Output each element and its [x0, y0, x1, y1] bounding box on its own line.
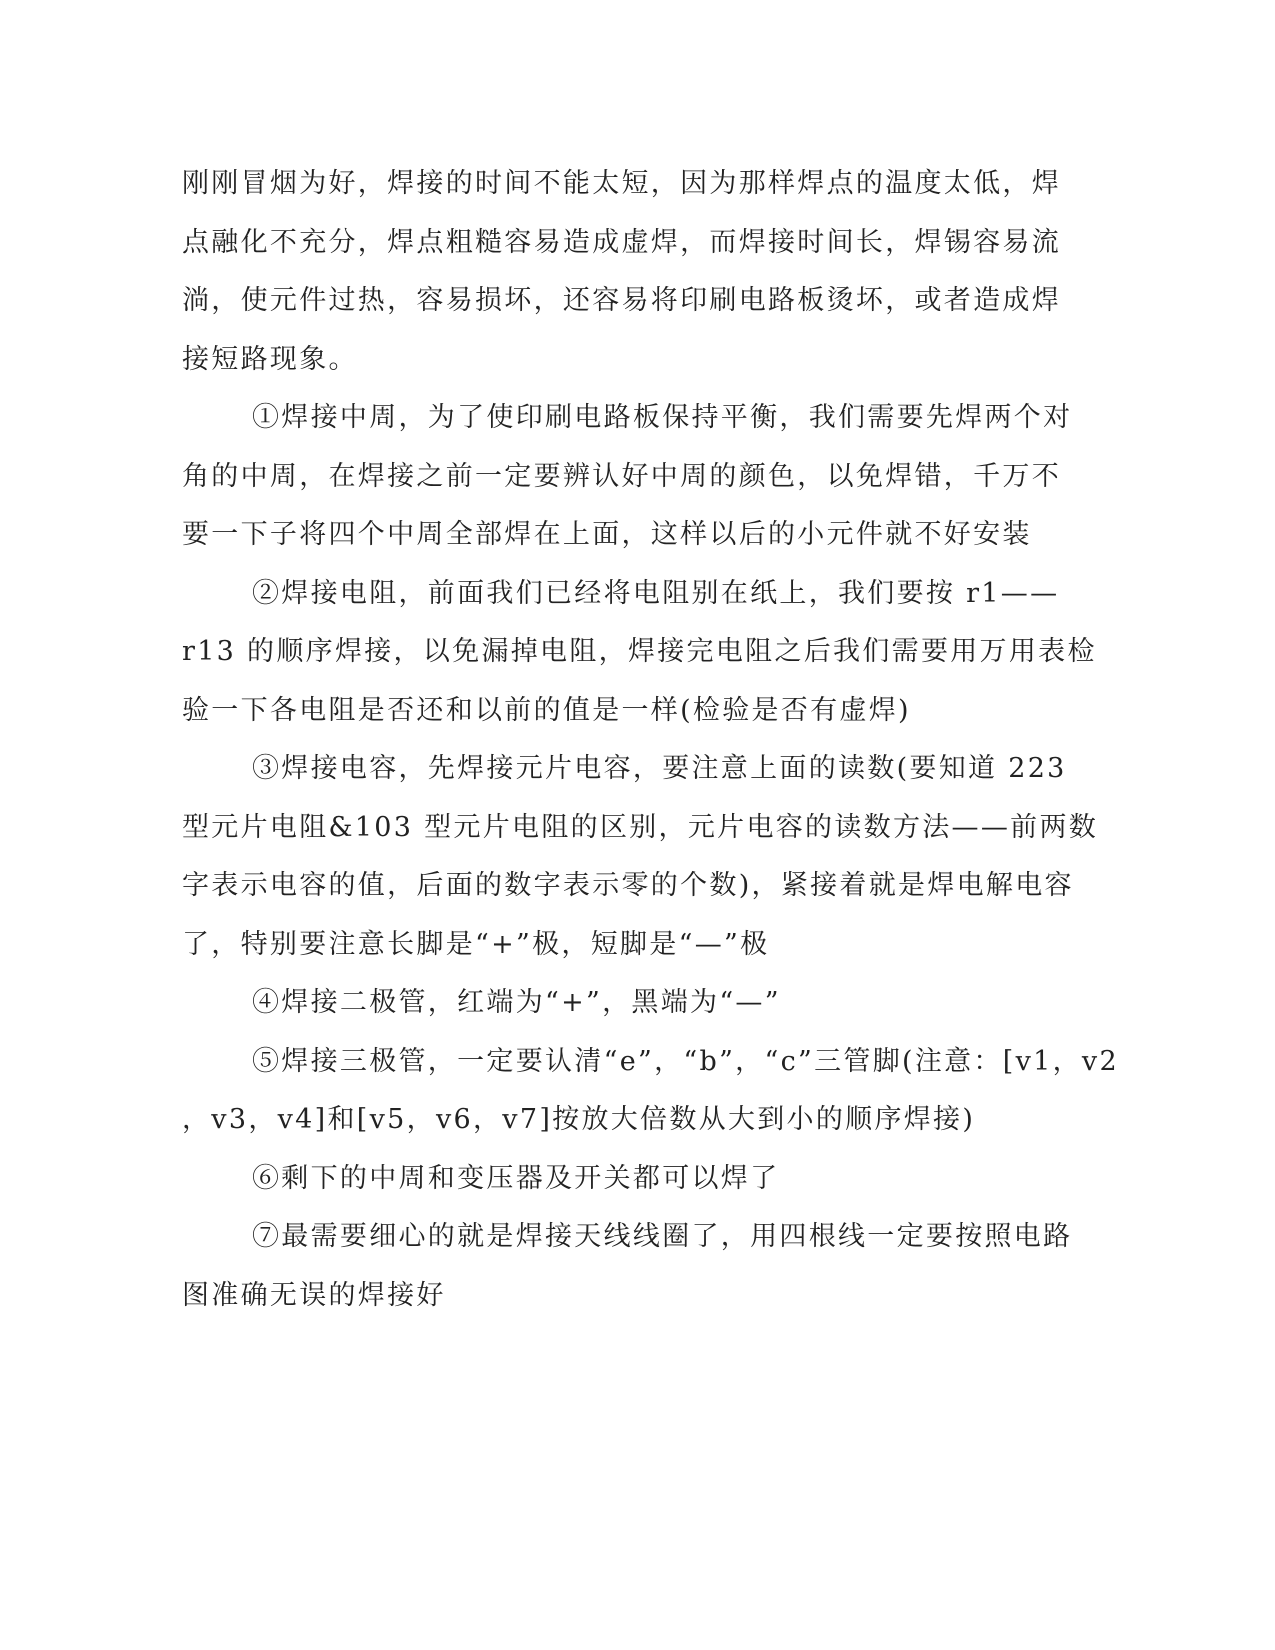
paragraph-step-4-diodes — [182, 974, 1040, 1033]
text-line: 字表示电容的值，后面的数字表示零的个数)，紧接着就是焊电解电容 — [182, 870, 1074, 901]
text-line: 接短路现象。 — [182, 343, 358, 375]
text-line: 型元片电阻&103 型元片电阻的区别，元片电容的读数方法——前两数 — [182, 811, 1099, 843]
text-line: ③焊接电容，先焊接元片电容，要注意上面的读数(要知道 223 — [252, 753, 1067, 784]
paragraph-continuation — [182, 155, 1061, 389]
text-line: r13 的顺序焊接，以免漏掉电阻，焊接完电阻之后我们需要用万用表检 — [182, 636, 1097, 667]
text-line: 图准确无误的焊接好 — [182, 1279, 446, 1311]
text-line: 角的中周，在焊接之前一定要辨认好中周的颜色，以免焊错，千万不 — [182, 460, 1061, 492]
text-line: ⑤焊接三极管，一定要认清“e”，“b”，“c”三管脚(注意：[v1，v2 — [252, 1045, 1119, 1077]
text-line: ⑥剩下的中周和变压器及开关都可以焊了 — [252, 1162, 780, 1194]
text-line: 刚刚冒烟为好，焊接的时间不能太短，因为那样焊点的温度太低，焊 — [182, 168, 1061, 199]
paragraph-step-7-antenna-coil — [182, 1208, 1073, 1325]
paragraph-step-1-mid-frequency — [182, 389, 1073, 565]
document-body — [182, 155, 1119, 1325]
paragraph-step-6-remaining — [182, 1150, 1040, 1209]
text-line: 淌，使元件过热，容易损坏，还容易将印刷电路板烫坏，或者造成焊 — [182, 285, 1061, 316]
text-line: 了，特别要注意长脚是“+”极，短脚是“—”极 — [182, 928, 770, 960]
paragraph-step-2-resistors — [182, 565, 1097, 741]
text-line: ⑦最需要细心的就是焊接天线线圈了，用四根线一定要按照电路 — [252, 1221, 1073, 1252]
text-line: 点融化不充分，焊点粗糙容易造成虚焊，而焊接时间长，焊锡容易流 — [182, 226, 1061, 258]
text-line: ①焊接中周，为了使印刷电路板保持平衡，我们需要先焊两个对 — [252, 402, 1073, 433]
text-line: 验一下各电阻是否还和以前的值是一样(检验是否有虚焊) — [182, 694, 911, 726]
text-line: 要一下子将四个中周全部焊在上面，这样以后的小元件就不好安装 — [182, 519, 1032, 550]
text-line: ，v3，v4]和[v5，v6，v7]按放大倍数从大到小的顺序焊接) — [182, 1104, 976, 1135]
paragraph-step-3-capacitors — [182, 740, 1099, 974]
text-line: ④焊接二极管，红端为“+”，黑端为“—” — [252, 987, 781, 1018]
paragraph-step-5-transistors — [182, 1033, 1119, 1150]
text-line: ②焊接电阻，前面我们已经将电阻别在纸上，我们要按 r1—— — [252, 577, 1060, 609]
